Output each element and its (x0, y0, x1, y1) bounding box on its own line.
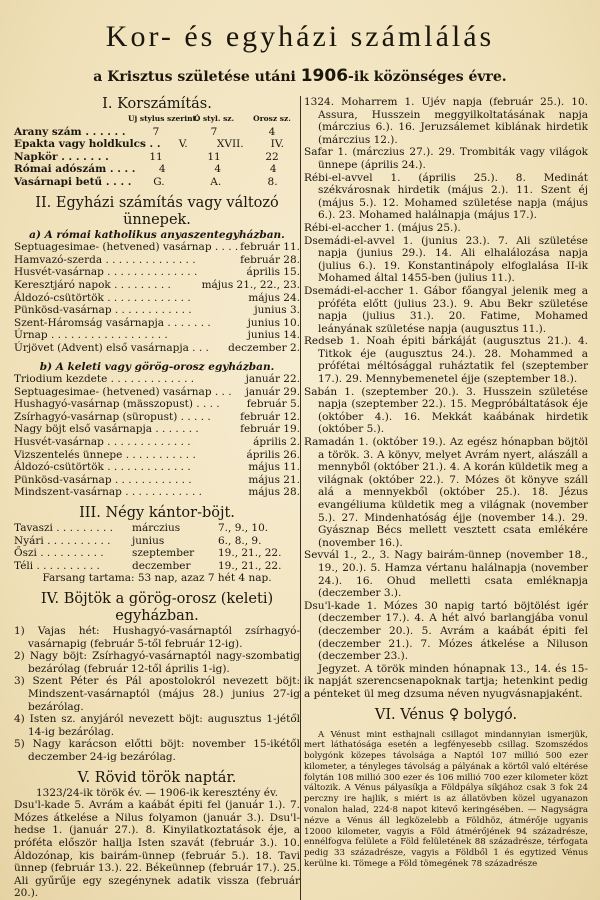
list-item: Nagy böjt első vasárnapja . . . . . . . február 19. (14, 423, 300, 436)
list-item: Husvét-vasárnap . . . . . . . . . . . . . április 2. (14, 436, 300, 449)
turkish-month-entry: 1324. Moharrem 1. Ujév napja (február 25.). 10. Assura, Husszein meggyilkoltatásának napja (márczius 6.). 16. Jeruzsálemet kiblának hirdetik (márczius 12.). (304, 96, 588, 146)
turkish-month-entry: Dsu'l-kade 1. Mózes 30 napig tartó böjtölést igér (deczember 17.). 4. A hét alvó barlangjába vonul (deczember 20.). 5. Avrám a kaábát épiti fel (deczember 21.). 7. Mózes átkelése a Niluson (deczember 23.). (304, 599, 588, 663)
subtitle-year: 1906 (300, 66, 349, 86)
column-divider (300, 96, 301, 900)
section-4-heading: IV. Böjtök a görög-orosz (keleti) egyházban. (40, 591, 274, 624)
list-item: Nyári . . . . . . . . . . junius 6., 8., 9. (14, 534, 262, 547)
page-title: Kor- és egyházi számlálás (105, 20, 495, 53)
list-item: Keresztjáró napok . . . . . . . . . május 21., 22., 23. (14, 278, 300, 291)
list-item: 2) Nagy böjt: Zsírhagyó-vasárnaptól nagy-szombatig bezárólag (február 12-től április 1-ig). (14, 650, 300, 675)
chronology-header-row (14, 113, 300, 126)
turkish-month-entry: Dsemádi-el-accher 1. Gábor főangyal jelenik meg a próféta előtt (julius 23.). 9. Abu Bekr születése napja (julius 31.). 20. Fatime, Mohamed leányának születése napja (augusztus 11.). (304, 284, 588, 335)
list-item: 4) Isten sz. anyjáról nevezett böjt: augusztus 1-jétől 14-ig bezárólag. (14, 713, 300, 738)
turkish-month-entry: Dsemádi-el-avvel 1. (junius 23.). 7. Ali születése napja (junius 29.). 14. Ali elhalálozása napja (julius 6.). 19. Konstantinápoly elfoglalása II-ik Mohamed által 1455-ben (julius 11.). (304, 234, 588, 285)
list-item: Hushagyó-vasárnap (mässzopust) . . . . február 5. (14, 398, 300, 411)
turkish-calendar-text: Dsu'l-kade 5. Avrám a kaábát épiti fel (január 1.). 7. Mózes átkelése a Nilus folyamon (január 3.). Dsu'l-hedse 1. (január 27.). 8. Kinyilatkoztatások éje, a próféta először hallja Isten szavát (február 3.). 10. Áldozónap, kis bairám-ünnep (február 5.). 18. Tavi ünnep (február 13.). 22. Békeünnep (február 17.). 25. Ali gyűrűje egy szegénynek adatik vissza (február 20.). (14, 799, 300, 900)
turkish-month-entry: Safar 1. (márczius 27.). 29. Trombiták vagy világok ünnepe (április 24.). (304, 146, 588, 171)
note-paragraph: Jegyzet. A török minden hónapnak 13., 14. és 15-ik napját szerencsenapoknak tartja; hetenkint pedig a pénteket ül meg dzsuma néven nyugvásnapjaként. (304, 662, 588, 700)
list-item: Septuagesimae- (hetvened) vasárnap . . . január 29. (14, 385, 300, 398)
list-item: Pünkösd-vasárnap . . . . . . . . . . . . május 21. (14, 473, 300, 486)
turkish-month-entry: Rébi-el-avvel 1. (április 25.). 8. Medinát székvárosnak hirdetik (május 2.). 11. Szent éj (május 5.). 12. Mohamed születése napja (május 6.). 23. Mohamed halálnapja (május 17.). (304, 171, 588, 222)
table-row: Vasárnapi betű . . . . G. A. 8. (14, 175, 278, 188)
turkish-month-entry: Redseb 1. Noah épiti bárkáját (augusztus 21.). 4. Titkok éje (augusztus 24.). 28. Mohammed a prófétai méltósággal ruháztatik fel (szeptember 17.). 29. Mennybemenetel éjje (szeptember 18.). (304, 335, 588, 386)
list-item: Zsírhagyó-vasárnap (süropust) . . . . . február 12. (14, 410, 300, 423)
section-5-heading: V. Rövid török naptár. (77, 769, 237, 786)
section-2-heading: II. Egyházi számítás vagy változó ünnepek. (35, 194, 279, 228)
subtitle-pre: a Krisztus születése utáni (93, 69, 296, 85)
list-item: Pünkösd-vasárnap . . . . . . . . . . . . junius 3. (14, 304, 300, 317)
list-item: Őszi . . . . . . . . . . szeptember 19., 21., 22. (14, 547, 282, 560)
venus-paragraph: A Vénust mint esthajnali csillagot mindannyian ismerjük, mert láthatósága esetén a legfényesebb csillag. Szomszédos bolygónk közepes távolsága a Naptól 107 millió 500 ezer kilometer, a tényleges távolság a pályának a körtől való eltérése folytán 108 millió 300 ezer és 106 millió 700 ezer kilometer közt változik. A Vénus pályasíkja a Földpálya síkjához csak 3 fok 24 perczny ire hajlik, s miért is az állatövben közel ugyanazon vonalon halad, 224·8 napot kitevő keringésében. — Nagyságra nézve a Vénus áll legközelebb a Földhöz, átmérője ugyanis 12000 kilometer, vagyis a Föld átmérőjének 94 századrésze, ennélfogva felülete a Föld felületének 88 századrésze, térfogata pedig 33 századrésze, vagyis a Földből 1 és egytized Vénus kerülne ki. Tömege a Föld tömegének 78 századrésze (304, 729, 588, 870)
list-item: Úrnap . . . . . . . . . . . . . . . . . . junius 14. (14, 329, 300, 342)
chronology-table (14, 113, 300, 189)
left-column (14, 96, 300, 900)
list-item: Hamvazó-szerda . . . . . . . . . . . . . . február 28. (14, 253, 300, 266)
list-item: Septuagesimae- (hetvened) vasárnap . . . . február 11. (14, 241, 300, 254)
catholic-feasts-list (14, 241, 300, 354)
table-row: Epakta vagy holdkulcs . . V. XVII. IV. (14, 138, 284, 151)
orthodox-feasts-list (14, 373, 300, 499)
table-row: Arany szám . . . . . . 7 7 4 (14, 125, 276, 138)
list-item: Tavaszi . . . . . . . . . márczius 7., 9., 10. (14, 522, 269, 535)
list-item: Triodium kezdete . . . . . . . . . . . . . január 22. (14, 373, 300, 386)
col-header-old-style: Ó styl. sz. (193, 114, 235, 123)
table-row: Római adószám . . . . 4 4 4 (14, 163, 277, 176)
list-item: Szent-Háromság vasárnapja . . . . . . . junius 10. (14, 316, 300, 329)
list-item: 3) Szent Péter és Pál apostolokról nevezett böjt: Mindszent-vasárnaptól (május 28.) junius 27-ig bezárólag. (14, 675, 300, 713)
list-item: Husvét-vasárnap . . . . . . . . . . . . . . április 15. (14, 266, 300, 279)
section-2b-subheading: b) A keleti vagy görög-orosz egyházban. (39, 360, 275, 373)
list-item: Áldozó-csütörtök . . . . . . . . . . . . . május 11. (14, 461, 300, 474)
col-header-russian: Orosz sz. (253, 114, 291, 123)
subtitle-post: -ik közönséges évre. (348, 69, 507, 85)
turkish-year-intro: 1323/24-ik török év. — 1906-ik keresztény év. (36, 786, 278, 799)
section-1-heading: I. Korszámítás. (102, 96, 212, 112)
page-subtitle (0, 66, 600, 86)
section-3-heading: III. Négy kántor-böjt. (79, 505, 235, 522)
section-2a-subheading: a) A római katholikus anyaszentegyházban. (29, 228, 285, 241)
section-6-heading: VI. Vénus ♀ bolygó. (374, 706, 518, 723)
list-item: Mindszent-vasárnap . . . . . . . . . . . . május 28. (14, 486, 300, 499)
table-row: Napkör . . . . . . . 11 11 22 (14, 150, 279, 163)
list-item: Áldozó-csütörtök . . . . . . . . . . . . . május 24. (14, 291, 300, 304)
list-item: 5) Nagy karácson előtti böjt: november 15-ikétől deczember 24-ig bezárólag. (14, 738, 300, 763)
carnival-duration: Farsang tartama: 53 nap, azaz 7 hét 4 nap. (42, 572, 272, 585)
ember-days-list (14, 522, 300, 572)
turkish-month-entry: Ramadán 1. (október 19.). Az egész hónapban böjtöl a török. 3. A könyv, melyet Avrám nyert, alászáll a mennyből (október 21.). 4. A korán küldetik meg a világnak (október 22.). 7. Mózes öt könyve száll alá a mennyekből (október 25.). 18. Jézus evangéliuma küldetik meg a világnak (november 5.). 27. Mindenhatóság éjje (november 14.). 29. Gyásznap Bécs mellett vesztett csata emlékére (november 16.). (304, 436, 588, 549)
col-header-new-style: Uj stylus szerint. (128, 114, 199, 123)
list-item: Vizszentelés ünnepe . . . . . . . . . . . április 26. (14, 448, 300, 461)
turkish-month-entry: Sevvál 1., 2., 3. Nagy bairám-ünnep (november 18., 19., 20.). 5. Hamza vértanu halálnapja (november 24.). 16. Ohud melletti csata emléknapja (deczember 3.). (304, 549, 588, 600)
list-item: Téli . . . . . . . . . . deczember 19., 21., 22. (14, 559, 282, 572)
list-item: Úrjövet (Advent) első vasárnapja . . . deczember 2. (14, 341, 300, 354)
turkish-month-entry: Rébi-el-accher 1. (május 25.). (304, 221, 461, 234)
list-item: 1) Vajas hét: Hushagyó-vasárnaptól zsírhagyó-vasárnapig (február 5-től február 12-ig). (14, 625, 300, 650)
turkish-month-entry: Sabán 1. (szeptember 20.). 3. Husszein születése napja (szeptember 22.). 15. Megpróbáltatások éje (október 4.). 16. Mekkát kaábának hirdetik (október 5.). (304, 385, 588, 436)
right-column (304, 96, 588, 900)
